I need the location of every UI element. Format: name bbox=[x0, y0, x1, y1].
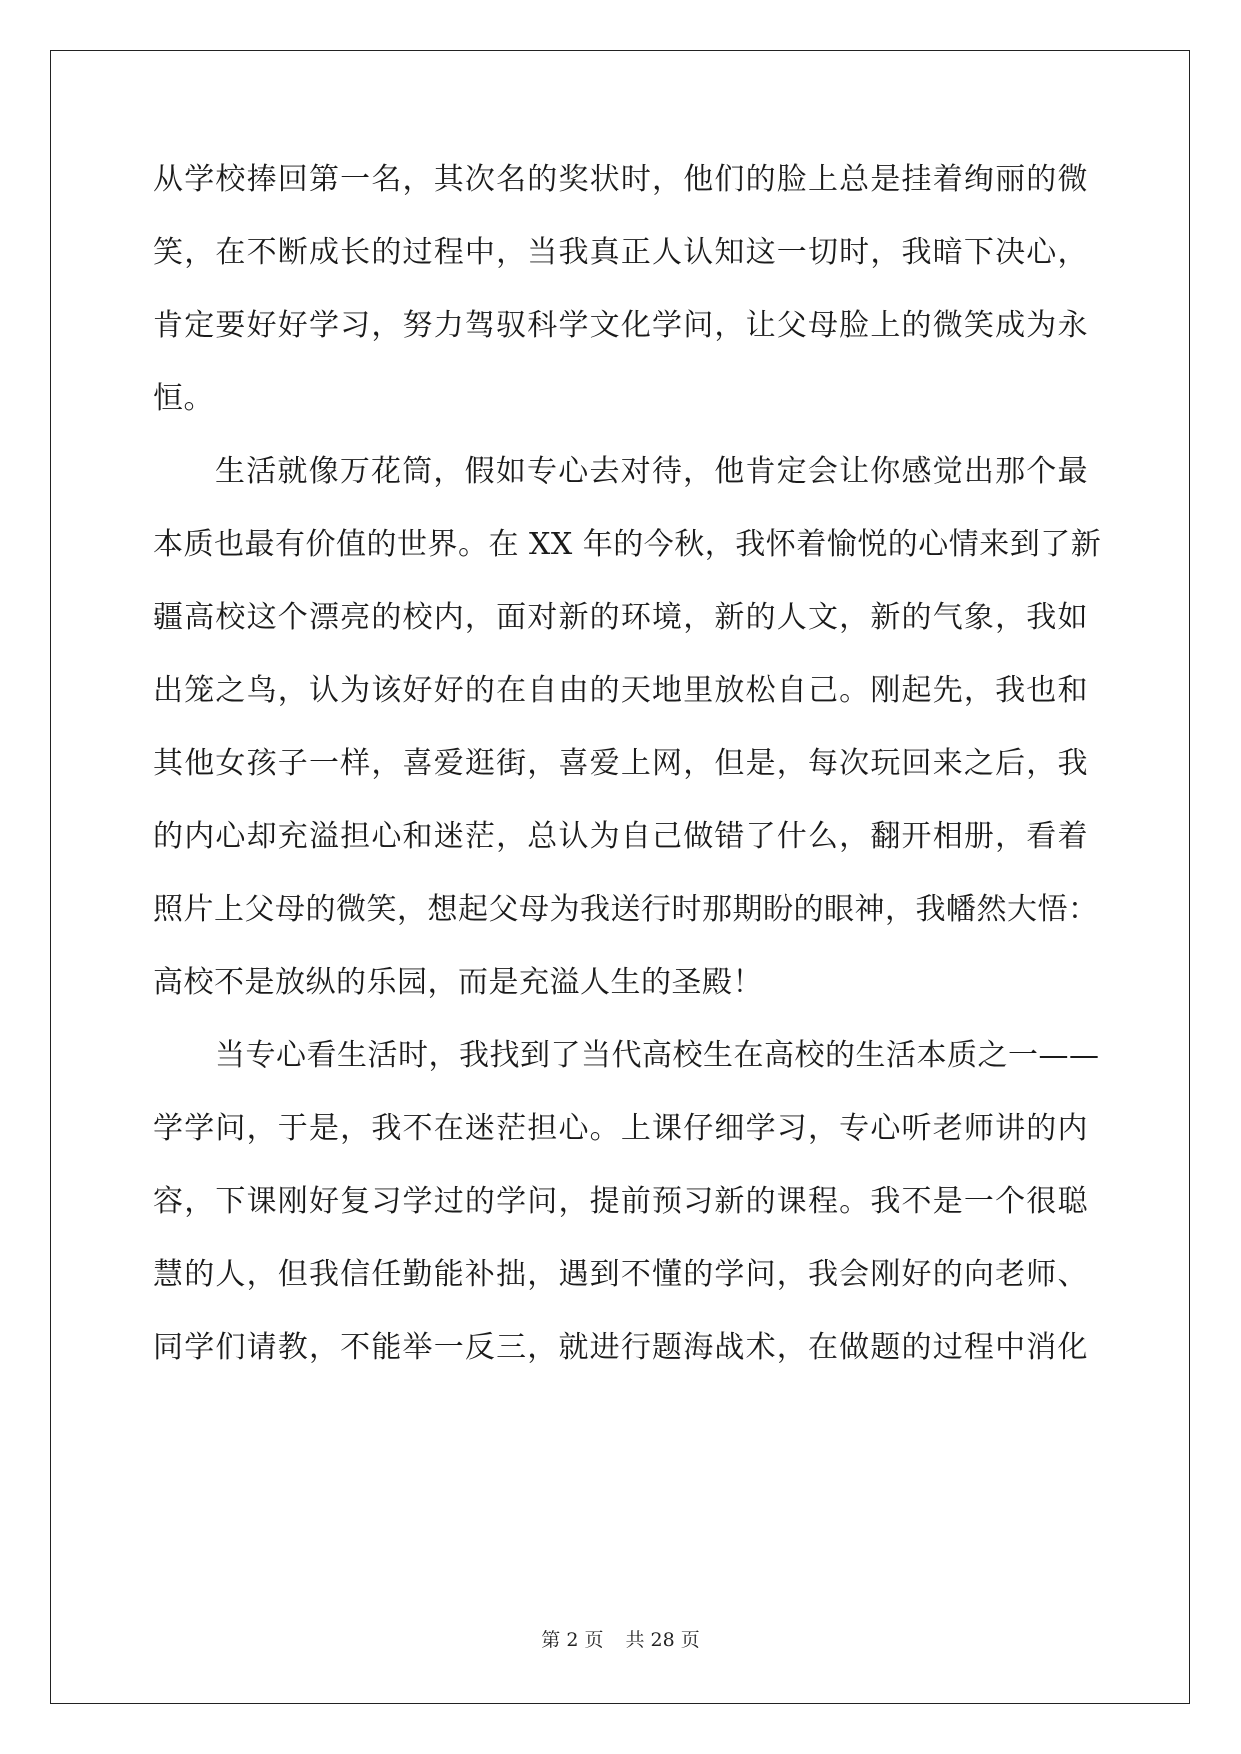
text-line: 其他女孩子一样，喜爱逛街，喜爱上网，但是，每次玩回来之后，我 bbox=[153, 746, 1088, 781]
page-border bbox=[50, 50, 1190, 1704]
text-line: 慧的人，但我信任勤能补拙，遇到不懂的学问，我会刚好的向老师、 bbox=[153, 1257, 1088, 1292]
paragraph-first-line: 当专心看生活时，我找到了当代高校生在高校的生活本质之一—— bbox=[215, 1038, 1100, 1073]
text-line: 同学们请教，不能举一反三，就进行题海战术，在做题的过程中消化 bbox=[153, 1330, 1088, 1365]
text-line: 肯定要好好学习，努力驾驭科学文化学问，让父母脸上的微笑成为永 bbox=[153, 308, 1088, 343]
page-footer bbox=[0, 1628, 1241, 1652]
text-line: 本质也最有价值的世界。在 XX 年的今秋，我怀着愉悦的心情来到了新 bbox=[153, 527, 1102, 562]
text-line: 的内心却充溢担心和迷茫，总认为自己做错了什么，翻开相册，看着 bbox=[153, 819, 1088, 854]
text-line: 从学校捧回第一名，其次名的奖状时，他们的脸上总是挂着绚丽的微 bbox=[153, 162, 1088, 197]
text-line: 疆高校这个漂亮的校内，面对新的环境，新的人文，新的气象，我如 bbox=[153, 600, 1088, 635]
text-line: 学学问，于是，我不在迷茫担心。上课仔细学习，专心听老师讲的内 bbox=[153, 1111, 1088, 1146]
paragraph-first-line: 生活就像万花筒，假如专心去对待，他肯定会让你感觉出那个最 bbox=[215, 454, 1088, 489]
total-pages: 共 28 页 bbox=[625, 1629, 700, 1651]
text-line: 笑，在不断成长的过程中，当我真正人认知这一切时，我暗下决心， bbox=[153, 235, 1088, 270]
text-line: 照片上父母的微笑，想起父母为我送行时那期盼的眼神，我幡然大悟： bbox=[153, 892, 1099, 927]
text-line: 容，下课刚好复习学过的学问，提前预习新的课程。我不是一个很聪 bbox=[153, 1184, 1088, 1219]
text-line: 恒。 bbox=[153, 381, 214, 416]
page-number: 第 2 页 bbox=[541, 1629, 604, 1651]
text-line: 高校不是放纵的乐园，而是充溢人生的圣殿！ bbox=[153, 965, 763, 1000]
text-line: 出笼之鸟，认为该好好的在自由的天地里放松自己。刚起先，我也和 bbox=[153, 673, 1088, 708]
